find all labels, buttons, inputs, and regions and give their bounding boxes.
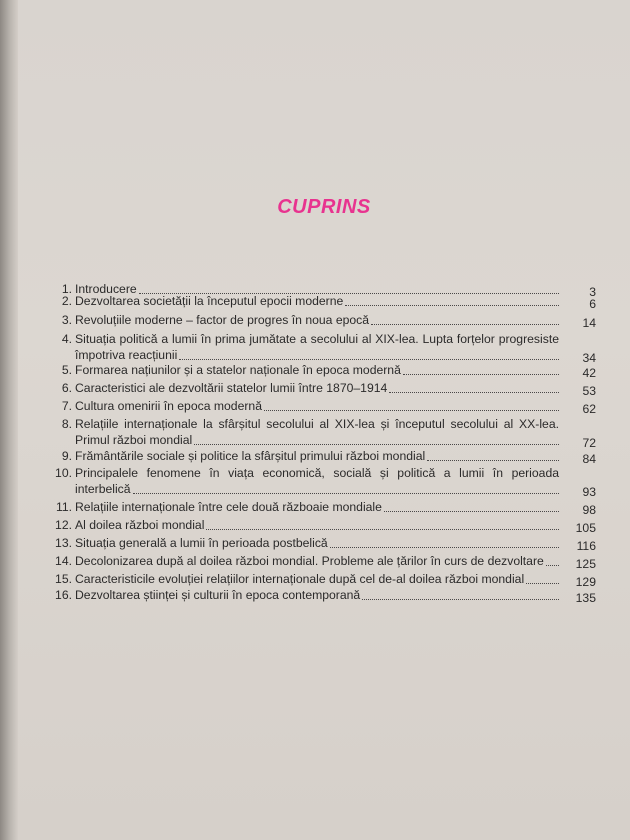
- toc-entry-number: 6.: [61, 381, 72, 395]
- dot-leader: [384, 500, 559, 512]
- dot-leader: [133, 482, 559, 494]
- dot-leader: [427, 449, 559, 461]
- toc-entry-page-number: 72: [582, 436, 596, 450]
- toc-entry-title: [75, 536, 559, 552]
- toc-entry-title: [75, 294, 559, 310]
- toc-entry-page-number: 93: [582, 485, 596, 499]
- toc-entry-title-line: Situația generală a lumii în perioada postbelică: [75, 536, 328, 550]
- toc-entry-number: 16.: [55, 588, 72, 602]
- toc-entry-page-number: 42: [582, 366, 596, 380]
- toc-entry-title-line: Relațiile internaționale între cele două războaie mondiale: [75, 500, 382, 514]
- dot-leader: [194, 433, 559, 445]
- book-spine-shadow: [0, 0, 18, 840]
- toc-entry-page-number: 105: [575, 521, 596, 535]
- toc-entry-number: 11.: [55, 500, 72, 514]
- toc-entry-title-line: Dezvoltarea societății la începutul epocii moderne: [75, 294, 344, 308]
- toc-entry-page-number: 53: [582, 384, 596, 398]
- dot-leader: [330, 536, 559, 548]
- toc-entry-title: [75, 313, 559, 329]
- toc-entry-title-line: Principalele fenomene în viața economică, socială și politică a lumii în perioada: [75, 466, 559, 480]
- toc-entry-title: [75, 449, 559, 465]
- toc-entry-title-line: Cultura omenirii în epoca modernă: [75, 399, 262, 413]
- toc-entry-title-line: interbelică: [75, 482, 131, 496]
- toc-entry-title: [75, 466, 559, 498]
- toc-entry-number: 2.: [61, 294, 72, 308]
- dot-leader: [526, 572, 559, 584]
- toc-entry-number: 15.: [55, 572, 72, 586]
- page-title: CUPRINS: [277, 196, 371, 218]
- toc-entry-page-number: 84: [582, 452, 596, 466]
- toc-entry-title: [75, 554, 559, 570]
- toc-entry-title: [75, 332, 559, 364]
- book-page: [18, 0, 630, 840]
- toc-entry-title-line: Caracteristici ale dezvoltării statelor lumii între 1870–1914: [75, 381, 388, 395]
- toc-entry-page-number: 3: [589, 285, 596, 299]
- toc-entry-number: 13.: [55, 536, 72, 550]
- toc-entry-page-number: 135: [575, 591, 596, 605]
- dot-leader: [179, 348, 559, 360]
- toc-entry-title-line: Caracteristicile evoluției relațiilor internaționale după cel de-al doilea război mondial: [75, 572, 525, 586]
- dot-leader: [206, 518, 559, 530]
- toc-entry-title-line: Revoluțiile moderne – factor de progres în noua epocă: [75, 313, 370, 327]
- toc-entry-number: 7.: [61, 399, 72, 413]
- toc-entry-page-number: 34: [582, 351, 596, 365]
- toc-entry-number: 1.: [61, 282, 72, 296]
- toc-entry-page-number: 129: [575, 575, 596, 589]
- toc-entry-title-line: Decolonizarea după al doilea război mondial. Probleme ale țărilor în curs de dezvoltare: [75, 554, 544, 568]
- toc-entry-title: [75, 363, 559, 379]
- toc-entry-title-line: Relațiile internaționale la sfârșitul secolului al XIX-lea și începutul secolului al XX-lea.: [75, 417, 559, 431]
- toc-entry-page-number: 62: [582, 402, 596, 416]
- dot-leader: [139, 282, 559, 294]
- toc-entry-number: 10.: [55, 466, 72, 480]
- dot-leader: [362, 588, 559, 600]
- toc-entry-number: 14.: [55, 554, 72, 568]
- toc-entry-title: [75, 500, 559, 516]
- toc-entry-number: 5.: [61, 363, 72, 377]
- toc-entry-number: 3.: [61, 313, 72, 327]
- toc-entry-title-line: Formarea națiunilor și a statelor naționale în epoca modernă: [75, 363, 401, 377]
- toc-entry-title-line: Al doilea război mondial: [75, 518, 205, 532]
- toc-entry-title-line: Primul război mondial: [75, 433, 193, 447]
- toc-entry-title: [75, 518, 559, 534]
- toc-entry-title-line: Dezvoltarea științei și culturii în epoca contemporană: [75, 588, 361, 602]
- dot-leader: [403, 363, 559, 375]
- dot-leader: [389, 381, 559, 393]
- toc-entry-title-line: Situația politică a lumii în prima jumătate a secolului al XIX-lea. Lupta forțelor progresiste: [75, 332, 559, 346]
- toc-entry-title-line: Introducere: [75, 282, 137, 296]
- dot-leader: [264, 399, 559, 411]
- toc-entry-title-line: Frământările sociale și politice la sfârșitul primului război mondial: [75, 449, 426, 463]
- toc-entry-number: 9.: [61, 449, 72, 463]
- toc-entry-number: 8.: [61, 417, 72, 431]
- toc-entry-page-number: 125: [575, 557, 596, 571]
- toc-entry-title: [75, 572, 559, 588]
- toc-entry-page-number: 6: [589, 297, 596, 311]
- dot-leader: [345, 294, 559, 306]
- toc-entry-number: 12.: [55, 518, 72, 532]
- toc-entry-page-number: 116: [576, 539, 596, 553]
- toc-entry-title-line: împotriva reacțiunii: [75, 348, 178, 362]
- toc-entry-page-number: 14: [582, 316, 596, 330]
- toc-entry-page-number: 98: [582, 503, 596, 517]
- toc-entry-title: [75, 417, 559, 449]
- dot-leader: [371, 313, 559, 325]
- toc-entry-title: [75, 588, 559, 604]
- toc-entry-number: 4.: [61, 332, 72, 346]
- toc-entry-title: [75, 381, 559, 397]
- toc-entry-title: [75, 399, 559, 415]
